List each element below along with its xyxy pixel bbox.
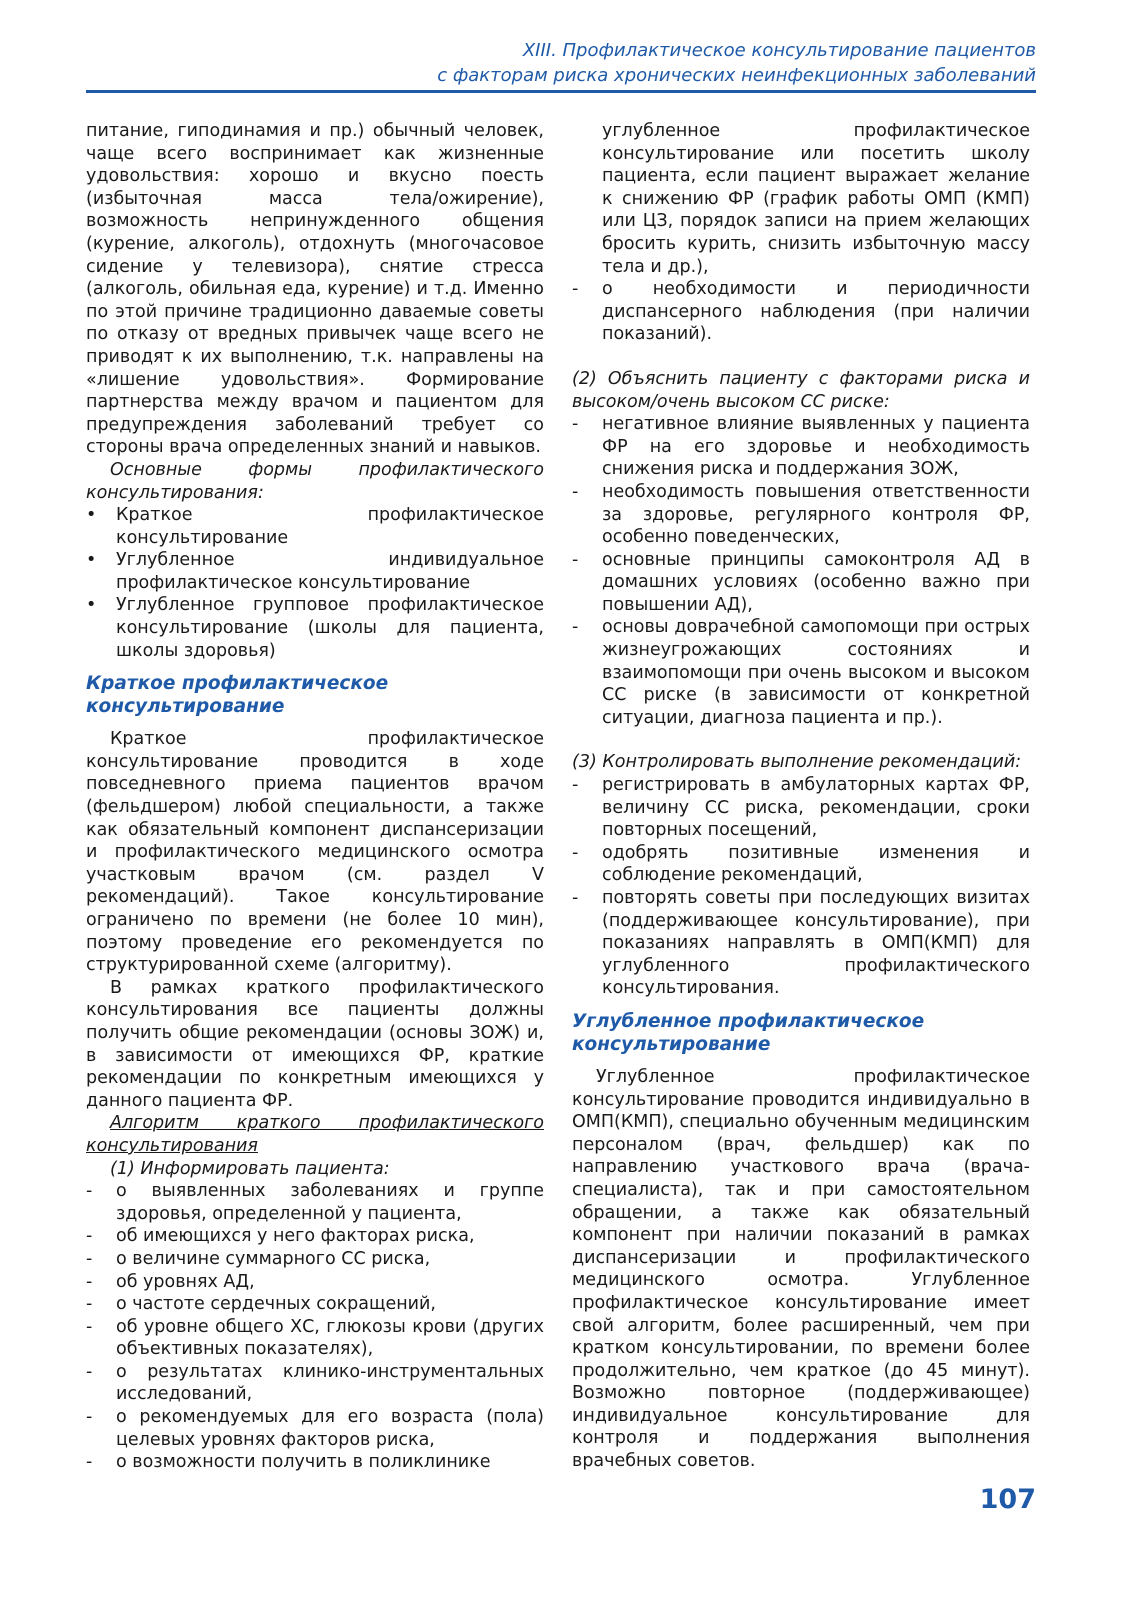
forms-title: Основные формы профилактического консультирования:: [86, 459, 544, 503]
dash-marker: -: [86, 1361, 93, 1382]
list-item: • Углубленное групповое профилактическое консультирование (школы для пациента, школы здоровья): [86, 595, 544, 661]
list-item: - негативное влияние выявленных у пациента ФР на его здоровье и необходимость снижения риска и поддержания ЗОЖ,: [572, 414, 1030, 480]
dash-marker: -: [572, 888, 579, 908]
list-item: - основные принципы самоконтроля АД в домашних условиях (особенно важно при повышении АД),: [572, 549, 1030, 615]
list-item: - об уровне общего ХС, глюкозы крови (других объективных показателях),: [86, 1316, 544, 1360]
dash-marker: -: [86, 1316, 93, 1337]
dash-marker: -: [86, 1226, 93, 1247]
list-item: - об уровнях АД,: [86, 1271, 255, 1292]
step-2-title: (2) Объяснить пациенту с факторами риска и высоком/очень высоком СС риске:: [572, 368, 1030, 412]
algorithm-title: Алгоритм краткого профилактического консультирования: [86, 1113, 544, 1156]
bullet-marker: •: [86, 595, 97, 616]
brief-paragraph-2: В рамках краткого профилактического консультирования все пациенты должны получить общие рекомендации (основы ЗОЖ) и, в зависимости от имеющихся ФР, краткие рекомендации по конкретным имеющихся у данного пациента ФР.: [86, 977, 544, 1111]
step-1-title: (1) Информировать пациента:: [110, 1158, 390, 1179]
step-3-title: (3) Контролировать выполнение рекомендаций:: [572, 752, 1022, 773]
dash-marker: -: [572, 775, 579, 796]
header-line-2: с факторам риска хронических неинфекционных заболеваний: [437, 65, 1036, 86]
list-item: • Углубленное индивидуальное профилактическое консультирование: [86, 550, 544, 593]
list-item: - о рекомендуемых для его возраста (пола) целевых уровнях факторов риска,: [86, 1407, 544, 1450]
bullet-marker: •: [86, 550, 97, 571]
dash-marker: -: [572, 617, 579, 638]
dash-marker: -: [86, 1248, 93, 1269]
right-column: [572, 120, 1030, 1473]
dash-marker: -: [86, 1407, 93, 1428]
list-item: - основы доврачебной самопомощи при острых жизнеугрожающих состояниях и взаимопомощи при очень высоком и высоком СС риске (в зависимости от конкретной ситуации, диагноза пациента и пр.).: [572, 617, 1030, 728]
dash-marker: -: [86, 1452, 93, 1473]
list-item: - об имеющихся у него факторах риска,: [86, 1226, 475, 1247]
list-item: - о результатах клинико-инструментальных исследований,: [86, 1361, 544, 1405]
header-rule: [86, 90, 1036, 93]
deep-paragraph: Углубленное профилактическое консультирование проводится индивидуально в ОМП(КМП), специально обученным медицинским персоналом (врач, фельдшер) как по направлению участкового врача (врача-специалиста), так и при самостоятельном обращении, а также как обязательный компонент при наличии показаний в рамках диспансеризации и профилактического медицинского осмотра. Углубленное профилактическое консультирование имеет свой алгоритм, более расширенный, чем при кратком консультировании, по времени более продолжительно, чем краткое (до 45 минут). Возможно повторное (поддерживающее) индивидуальное консультирование для контроля и поддержания выполнения врачебных советов.: [572, 1066, 1030, 1472]
dash-marker: -: [572, 549, 579, 570]
dash-marker: -: [572, 279, 579, 300]
list-item: - о частоте сердечных сокращений,: [86, 1294, 436, 1315]
dash-marker: -: [86, 1271, 93, 1292]
dash-marker: -: [572, 842, 579, 863]
page-number: 107: [979, 1484, 1036, 1515]
brief-paragraph-1: Краткое профилактическое консультирование проводится в ходе повседневного приема пациентов врачом (фельдшером) любой специальности, а также как обязательный компонент диспансеризации и профилактического медицинского осмотра участковым врачом (см. раздел V рекомендаций). Такое консультирование ограничено по времени (не более 10 мин), поэтому проведение его рекомендуется по структурированной схеме (алгоритму).: [86, 729, 544, 976]
intro-paragraph: питание, гиподинамия и пр.) обычный человек, чаще всего воспринимает как жизненные удовольствия: хорошо и вкусно поесть (избыточная масса тела/ожирение), возможность непринужденного общения (курение, алкоголь), отдохнуть (многочасовое сидение у телевизора), снятие стресса (алкоголь, обильная еда, курение) и т.д. Именно по этой причине традиционно даваемые советы по отказу от вредных привычек чаще всего не приводят к их выполнению, т.к. направлены на «лишение удовольствия». Формирование партнерства между врачом и пациентом для предупреждения заболеваний требует со стороны врача определенных знаний и навыков.: [86, 121, 544, 458]
header-line-1: XIII. Профилактическое консультирование пациентов: [522, 40, 1036, 61]
dash-marker: -: [86, 1181, 93, 1202]
list-item: - необходимость повышения ответственности за здоровье, регулярного контроля ФР, особенно поведенческих,: [572, 481, 1030, 548]
left-column: [86, 120, 544, 1474]
list-item: - о возможности получить в поликлинике: [86, 1452, 491, 1473]
dash-marker: -: [86, 1294, 93, 1315]
bullet-marker: •: [86, 505, 97, 526]
list-item: - одобрять позитивные изменения и соблюдение рекомендаций,: [572, 842, 1030, 886]
dash-marker: -: [572, 481, 579, 502]
list-item: - повторять советы при последующих визитах (поддерживающее консультирование), при показаниях направлять в ОМП(КМП) для углубленного профилактического консультирования.: [572, 888, 1030, 999]
running-header: [86, 38, 1036, 88]
list-item: • Краткое профилактическое консультирование: [86, 505, 544, 548]
section-heading-deep: Углубленное профилактическое консультирование: [572, 1010, 925, 1055]
section-heading-brief: Краткое профилактическое консультирование: [86, 673, 389, 718]
list-item: - о величине суммарного СС риска,: [86, 1248, 431, 1269]
list-item-continued: углубленное профилактическое консультирование или посетить школу пациента, если пациент выражает желание к снижению ФР (график работы ОМП (КМП) или ЦЗ, порядок записи на прием желающих бросить курить, снизить избыточную массу тела и др.),: [602, 121, 1030, 277]
dash-marker: -: [572, 414, 579, 435]
list-item: - регистрировать в амбулаторных картах ФР, величину СС риска, рекомендации, сроки повторных посещений,: [572, 775, 1030, 841]
list-item: - о необходимости и периодичности диспансерного наблюдения (при наличии показаний).: [572, 279, 1030, 345]
list-item: - о выявленных заболеваниях и группе здоровья, определенной у пациента,: [86, 1181, 544, 1224]
